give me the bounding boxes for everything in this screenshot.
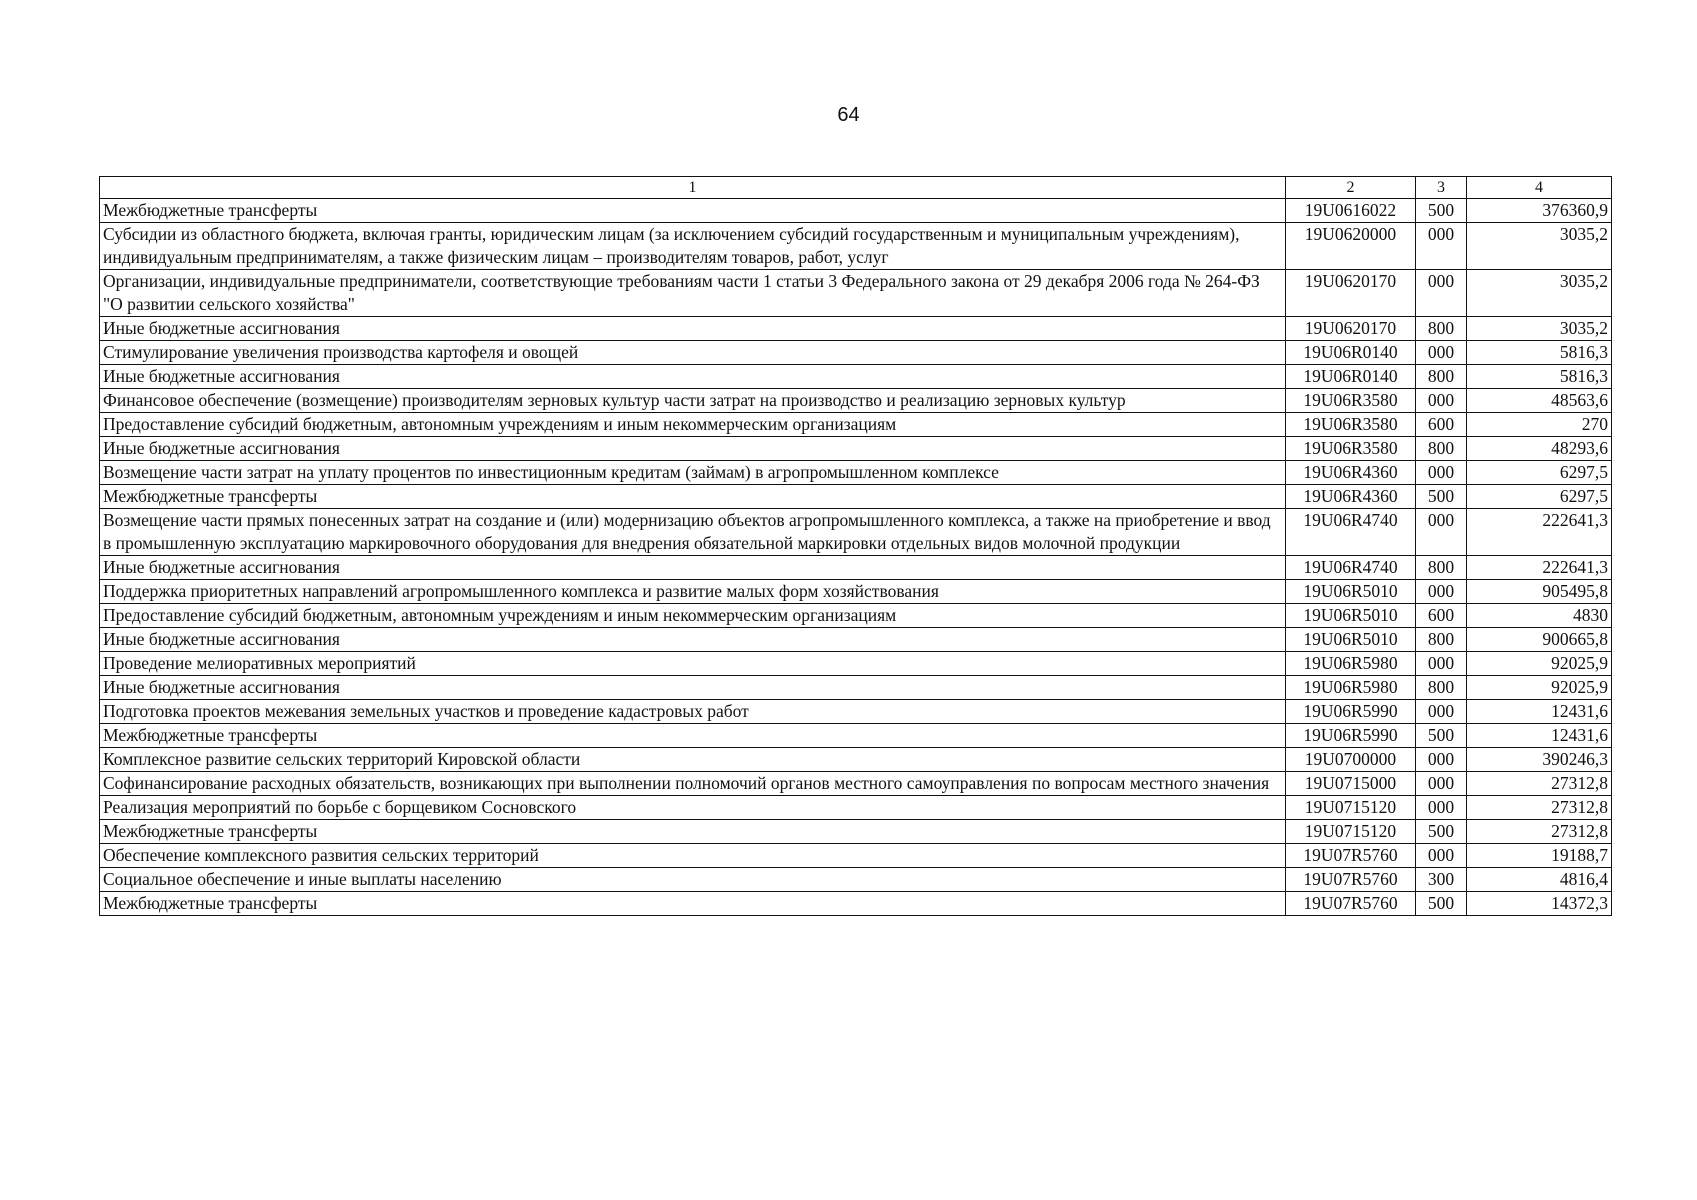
row-type: 800 (1416, 437, 1467, 461)
row-name: Межбюджетные трансферты (100, 724, 1286, 748)
row-amount: 3035,2 (1467, 270, 1612, 317)
row-amount: 900665,8 (1467, 628, 1612, 652)
row-type: 800 (1416, 556, 1467, 580)
row-type: 800 (1416, 317, 1467, 341)
row-name: Межбюджетные трансферты (100, 485, 1286, 509)
table-header-row (100, 177, 1612, 199)
header-col-1: 1 (100, 177, 1286, 199)
row-name: Возмещение части затрат на уплату процентов по инвестиционным кредитам (займам) в агропромышленном комплексе (100, 461, 1286, 485)
table-row (100, 652, 1612, 676)
row-amount: 12431,6 (1467, 700, 1612, 724)
row-type: 000 (1416, 461, 1467, 485)
row-code: 19U0700000 (1286, 748, 1416, 772)
row-type: 000 (1416, 389, 1467, 413)
header-col-4: 4 (1467, 177, 1612, 199)
row-code: 19U0715000 (1286, 772, 1416, 796)
row-code: 19U06R3580 (1286, 413, 1416, 437)
row-amount: 27312,8 (1467, 820, 1612, 844)
row-code: 19U06R5010 (1286, 580, 1416, 604)
table-row (100, 700, 1612, 724)
row-code: 19U06R0140 (1286, 341, 1416, 365)
table-row (100, 341, 1612, 365)
row-code: 19U0620170 (1286, 270, 1416, 317)
row-name: Реализация мероприятий по борьбе с борщевиком Сосновского (100, 796, 1286, 820)
row-code: 19U06R4360 (1286, 461, 1416, 485)
row-name: Иные бюджетные ассигнования (100, 365, 1286, 389)
row-amount: 4830 (1467, 604, 1612, 628)
table-row (100, 820, 1612, 844)
row-code: 19U0616022 (1286, 199, 1416, 223)
row-amount: 19188,7 (1467, 844, 1612, 868)
row-amount: 48293,6 (1467, 437, 1612, 461)
row-amount: 92025,9 (1467, 652, 1612, 676)
header-col-3: 3 (1416, 177, 1467, 199)
row-amount: 5816,3 (1467, 341, 1612, 365)
row-code: 19U06R5990 (1286, 724, 1416, 748)
row-type: 000 (1416, 748, 1467, 772)
row-code: 19U0715120 (1286, 820, 1416, 844)
row-type: 000 (1416, 844, 1467, 868)
table-row (100, 796, 1612, 820)
table-row (100, 580, 1612, 604)
row-amount: 14372,3 (1467, 892, 1612, 916)
table-row (100, 270, 1612, 317)
row-type: 000 (1416, 772, 1467, 796)
table-row (100, 509, 1612, 556)
row-type: 500 (1416, 892, 1467, 916)
row-code: 19U06R0140 (1286, 365, 1416, 389)
row-code: 19U06R5010 (1286, 604, 1416, 628)
row-name: Социальное обеспечение и иные выплаты населению (100, 868, 1286, 892)
table-row (100, 868, 1612, 892)
row-amount: 222641,3 (1467, 509, 1612, 556)
row-amount: 270 (1467, 413, 1612, 437)
row-type: 000 (1416, 223, 1467, 270)
table-row (100, 676, 1612, 700)
table-row (100, 317, 1612, 341)
row-type: 000 (1416, 700, 1467, 724)
row-amount: 27312,8 (1467, 796, 1612, 820)
row-name: Иные бюджетные ассигнования (100, 317, 1286, 341)
row-name: Поддержка приоритетных направлений агропромышленного комплекса и развитие малых форм хозяйствования (100, 580, 1286, 604)
row-amount: 3035,2 (1467, 317, 1612, 341)
header-col-2: 2 (1286, 177, 1416, 199)
row-code: 19U0620000 (1286, 223, 1416, 270)
table-row (100, 556, 1612, 580)
budget-table (99, 176, 1612, 916)
row-type: 000 (1416, 796, 1467, 820)
row-name: Финансовое обеспечение (возмещение) производителям зерновых культур части затрат на производство и реализацию зерновых культур (100, 389, 1286, 413)
row-amount: 48563,6 (1467, 389, 1612, 413)
row-type: 500 (1416, 485, 1467, 509)
row-name: Предоставление субсидий бюджетным, автономным учреждениям и иным некоммерческим организациям (100, 604, 1286, 628)
row-code: 19U06R5980 (1286, 676, 1416, 700)
row-code: 19U07R5760 (1286, 868, 1416, 892)
row-type: 000 (1416, 270, 1467, 317)
row-code: 19U06R5980 (1286, 652, 1416, 676)
row-code: 19U06R3580 (1286, 389, 1416, 413)
row-type: 600 (1416, 413, 1467, 437)
row-type: 000 (1416, 580, 1467, 604)
row-name: Предоставление субсидий бюджетным, автономным учреждениям и иным некоммерческим организациям (100, 413, 1286, 437)
row-name: Субсидии из областного бюджета, включая гранты, юридическим лицам (за исключением субсидий государственным и муниципальным учреждениям), индивидуальным предпринимателям, а также физическим лицам – производителям товаров, работ, услуг (100, 223, 1286, 270)
row-code: 19U06R4740 (1286, 509, 1416, 556)
row-code: 19U06R5990 (1286, 700, 1416, 724)
table-row (100, 844, 1612, 868)
table-row (100, 628, 1612, 652)
row-type: 500 (1416, 724, 1467, 748)
row-name: Обеспечение комплексного развития сельских территорий (100, 844, 1286, 868)
row-name: Иные бюджетные ассигнования (100, 556, 1286, 580)
row-amount: 6297,5 (1467, 485, 1612, 509)
row-type: 500 (1416, 199, 1467, 223)
row-code: 19U0715120 (1286, 796, 1416, 820)
row-amount: 5816,3 (1467, 365, 1612, 389)
table-row (100, 199, 1612, 223)
row-name: Межбюджетные трансферты (100, 820, 1286, 844)
row-amount: 27312,8 (1467, 772, 1612, 796)
row-type: 000 (1416, 509, 1467, 556)
row-amount: 905495,8 (1467, 580, 1612, 604)
table-row (100, 437, 1612, 461)
row-amount: 4816,4 (1467, 868, 1612, 892)
row-name: Проведение мелиоративных мероприятий (100, 652, 1286, 676)
row-amount: 92025,9 (1467, 676, 1612, 700)
row-code: 19U06R4740 (1286, 556, 1416, 580)
row-type: 600 (1416, 604, 1467, 628)
table-row (100, 365, 1612, 389)
row-code: 19U07R5760 (1286, 844, 1416, 868)
row-code: 19U0620170 (1286, 317, 1416, 341)
table-row (100, 772, 1612, 796)
row-amount: 6297,5 (1467, 461, 1612, 485)
row-name: Организации, индивидуальные предприниматели, соответствующие требованиям части 1 статьи 3 Федерального закона от 29 декабря 2006 года № 264-ФЗ "О развитии сельского хозяйства" (100, 270, 1286, 317)
row-type: 800 (1416, 365, 1467, 389)
row-amount: 12431,6 (1467, 724, 1612, 748)
table-row (100, 892, 1612, 916)
row-type: 500 (1416, 820, 1467, 844)
row-code: 19U07R5760 (1286, 892, 1416, 916)
row-name: Стимулирование увеличения производства картофеля и овощей (100, 341, 1286, 365)
row-name: Иные бюджетные ассигнования (100, 437, 1286, 461)
table-row (100, 413, 1612, 437)
row-code: 19U06R3580 (1286, 437, 1416, 461)
table-row (100, 223, 1612, 270)
table-row (100, 724, 1612, 748)
row-type: 000 (1416, 341, 1467, 365)
table-body (100, 199, 1612, 916)
row-name: Межбюджетные трансферты (100, 199, 1286, 223)
table-row (100, 604, 1612, 628)
row-name: Возмещение части прямых понесенных затрат на создание и (или) модернизацию объектов агропромышленного комплекса, а также на приобретение и ввод в промышленную эксплуатацию маркировочного оборудования для внедрения обязательной маркировки отдельных видов молочной продукции (100, 509, 1286, 556)
row-amount: 222641,3 (1467, 556, 1612, 580)
table-row (100, 461, 1612, 485)
row-name: Иные бюджетные ассигнования (100, 628, 1286, 652)
table-row (100, 748, 1612, 772)
row-amount: 3035,2 (1467, 223, 1612, 270)
row-type: 300 (1416, 868, 1467, 892)
row-name: Межбюджетные трансферты (100, 892, 1286, 916)
row-name: Комплексное развитие сельских территорий Кировской области (100, 748, 1286, 772)
row-type: 000 (1416, 652, 1467, 676)
row-name: Подготовка проектов межевания земельных участков и проведение кадастровых работ (100, 700, 1286, 724)
table-row (100, 485, 1612, 509)
row-code: 19U06R4360 (1286, 485, 1416, 509)
table-row (100, 389, 1612, 413)
row-name: Софинансирование расходных обязательств, возникающих при выполнении полномочий органов местного самоуправления по вопросам местного значения (100, 772, 1286, 796)
row-type: 800 (1416, 628, 1467, 652)
row-amount: 376360,9 (1467, 199, 1612, 223)
row-type: 800 (1416, 676, 1467, 700)
row-amount: 390246,3 (1467, 748, 1612, 772)
row-code: 19U06R5010 (1286, 628, 1416, 652)
row-name: Иные бюджетные ассигнования (100, 676, 1286, 700)
page-number: 64 (837, 104, 860, 126)
